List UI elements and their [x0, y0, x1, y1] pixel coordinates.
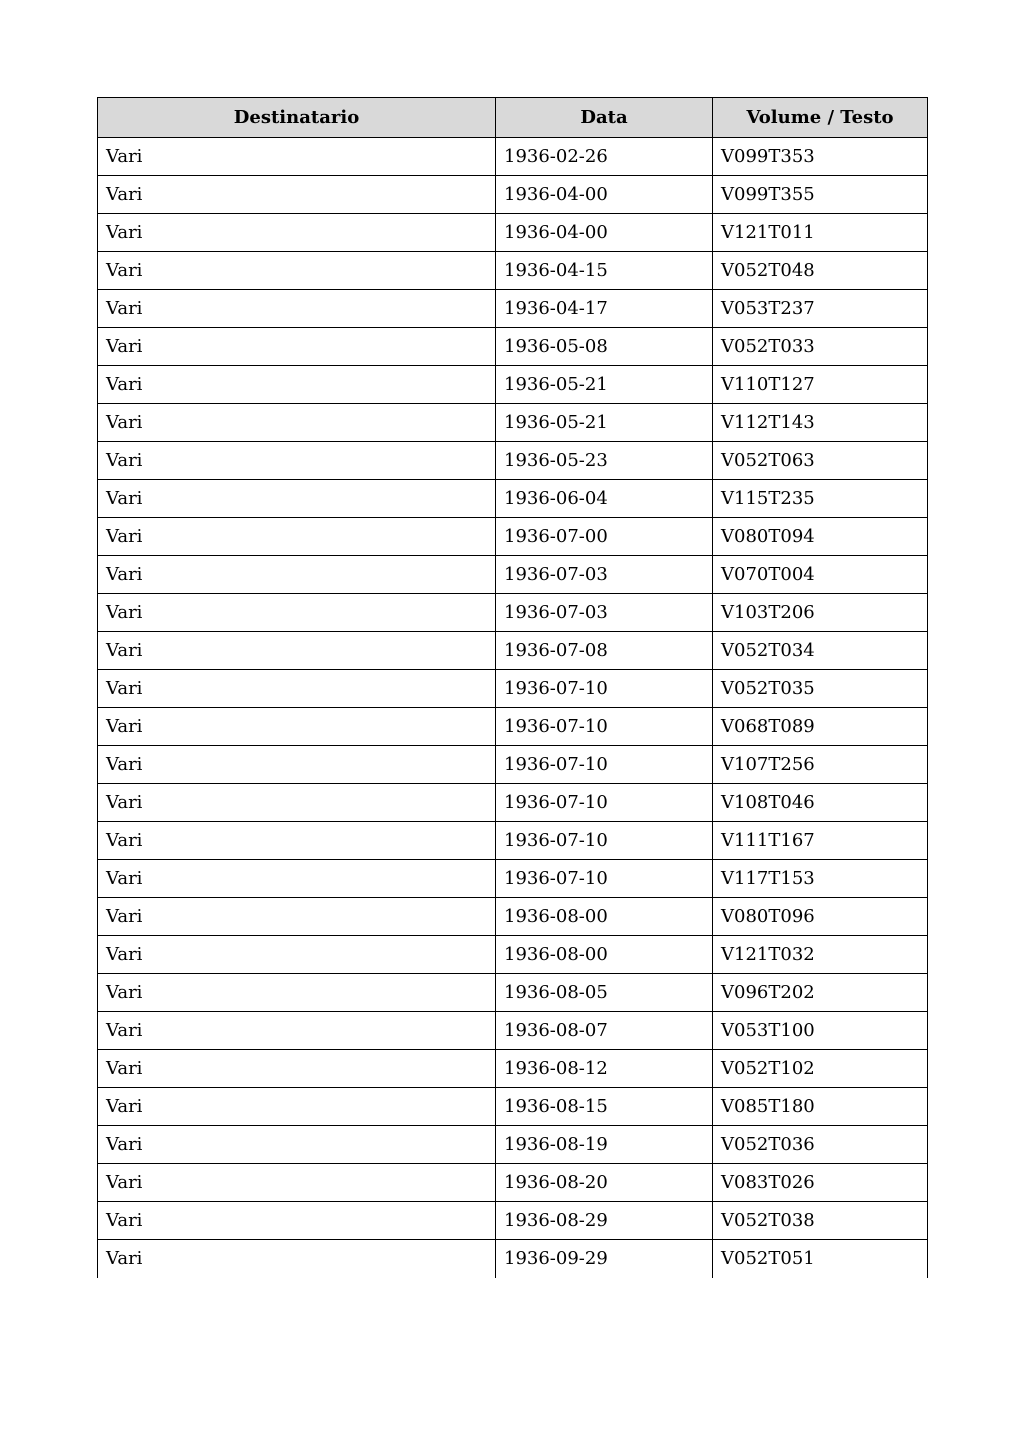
table-row — [98, 746, 928, 784]
cell-data: 1936-07-08 — [496, 632, 713, 670]
table-body — [98, 138, 928, 1278]
table-row — [98, 1050, 928, 1088]
cell-volume-testo: V085T180 — [713, 1088, 928, 1126]
table-row — [98, 1240, 928, 1278]
cell-destinatario: Vari — [98, 936, 496, 974]
table-row — [98, 822, 928, 860]
cell-data: 1936-02-26 — [496, 138, 713, 176]
cell-volume-testo: V112T143 — [713, 404, 928, 442]
cell-volume-testo: V083T026 — [713, 1164, 928, 1202]
cell-destinatario: Vari — [98, 1240, 496, 1278]
cell-data: 1936-07-10 — [496, 670, 713, 708]
cell-volume-testo: V103T206 — [713, 594, 928, 632]
cell-destinatario: Vari — [98, 784, 496, 822]
cell-volume-testo: V108T046 — [713, 784, 928, 822]
cell-data: 1936-07-10 — [496, 708, 713, 746]
cell-destinatario: Vari — [98, 746, 496, 784]
cell-destinatario: Vari — [98, 252, 496, 290]
cell-destinatario: Vari — [98, 328, 496, 366]
cell-destinatario: Vari — [98, 214, 496, 252]
cell-volume-testo: V052T036 — [713, 1126, 928, 1164]
cell-volume-testo: V052T034 — [713, 632, 928, 670]
cell-data: 1936-07-10 — [496, 822, 713, 860]
table-row — [98, 404, 928, 442]
cell-destinatario: Vari — [98, 708, 496, 746]
cell-destinatario: Vari — [98, 1164, 496, 1202]
cell-volume-testo: V099T355 — [713, 176, 928, 214]
cell-volume-testo: V052T051 — [713, 1240, 928, 1278]
table-row — [98, 974, 928, 1012]
cell-destinatario: Vari — [98, 974, 496, 1012]
table-row — [98, 290, 928, 328]
table-row — [98, 936, 928, 974]
cell-volume-testo: V052T035 — [713, 670, 928, 708]
document-page — [97, 97, 927, 1278]
cell-destinatario: Vari — [98, 1012, 496, 1050]
cell-data: 1936-08-07 — [496, 1012, 713, 1050]
table-row — [98, 518, 928, 556]
table-row — [98, 670, 928, 708]
cell-volume-testo: V099T353 — [713, 138, 928, 176]
cell-data: 1936-05-21 — [496, 404, 713, 442]
table-row — [98, 176, 928, 214]
table-row — [98, 708, 928, 746]
cell-volume-testo: V121T032 — [713, 936, 928, 974]
cell-destinatario: Vari — [98, 860, 496, 898]
cell-destinatario: Vari — [98, 290, 496, 328]
cell-volume-testo: V052T038 — [713, 1202, 928, 1240]
table-row — [98, 328, 928, 366]
cell-destinatario: Vari — [98, 480, 496, 518]
cell-data: 1936-07-03 — [496, 594, 713, 632]
cell-destinatario: Vari — [98, 1050, 496, 1088]
cell-destinatario: Vari — [98, 176, 496, 214]
table-row — [98, 1164, 928, 1202]
cell-volume-testo: V068T089 — [713, 708, 928, 746]
cell-data: 1936-04-15 — [496, 252, 713, 290]
table-row — [98, 442, 928, 480]
cell-data: 1936-05-21 — [496, 366, 713, 404]
cell-volume-testo: V080T094 — [713, 518, 928, 556]
table-row — [98, 1126, 928, 1164]
cell-destinatario: Vari — [98, 1202, 496, 1240]
cell-volume-testo: V052T048 — [713, 252, 928, 290]
cell-destinatario: Vari — [98, 670, 496, 708]
cell-data: 1936-05-23 — [496, 442, 713, 480]
header-destinatario: Destinatario — [98, 98, 496, 138]
cell-volume-testo: V053T237 — [713, 290, 928, 328]
table-row — [98, 252, 928, 290]
table-row — [98, 1088, 928, 1126]
cell-destinatario: Vari — [98, 442, 496, 480]
records-table — [97, 97, 928, 1278]
cell-volume-testo: V052T063 — [713, 442, 928, 480]
cell-destinatario: Vari — [98, 1088, 496, 1126]
cell-data: 1936-04-00 — [496, 176, 713, 214]
cell-volume-testo: V111T167 — [713, 822, 928, 860]
cell-destinatario: Vari — [98, 1126, 496, 1164]
table-row — [98, 480, 928, 518]
cell-destinatario: Vari — [98, 898, 496, 936]
cell-destinatario: Vari — [98, 138, 496, 176]
cell-volume-testo: V053T100 — [713, 1012, 928, 1050]
cell-data: 1936-07-10 — [496, 746, 713, 784]
cell-volume-testo: V107T256 — [713, 746, 928, 784]
cell-destinatario: Vari — [98, 556, 496, 594]
cell-volume-testo: V115T235 — [713, 480, 928, 518]
cell-data: 1936-07-10 — [496, 784, 713, 822]
cell-destinatario: Vari — [98, 366, 496, 404]
cell-data: 1936-05-08 — [496, 328, 713, 366]
cell-data: 1936-08-29 — [496, 1202, 713, 1240]
cell-volume-testo: V110T127 — [713, 366, 928, 404]
cell-volume-testo: V080T096 — [713, 898, 928, 936]
table-header-row — [98, 98, 928, 138]
cell-destinatario: Vari — [98, 632, 496, 670]
cell-volume-testo: V096T202 — [713, 974, 928, 1012]
cell-data: 1936-06-04 — [496, 480, 713, 518]
cell-volume-testo: V117T153 — [713, 860, 928, 898]
cell-data: 1936-07-00 — [496, 518, 713, 556]
cell-destinatario: Vari — [98, 822, 496, 860]
table-row — [98, 1012, 928, 1050]
cell-data: 1936-04-17 — [496, 290, 713, 328]
table-row — [98, 860, 928, 898]
table-row — [98, 138, 928, 176]
header-data: Data — [496, 98, 713, 138]
cell-data: 1936-08-19 — [496, 1126, 713, 1164]
cell-volume-testo: V070T004 — [713, 556, 928, 594]
cell-volume-testo: V052T102 — [713, 1050, 928, 1088]
cell-destinatario: Vari — [98, 518, 496, 556]
cell-data: 1936-08-00 — [496, 898, 713, 936]
table-row — [98, 366, 928, 404]
cell-data: 1936-08-00 — [496, 936, 713, 974]
table-row — [98, 1202, 928, 1240]
table-row — [98, 214, 928, 252]
cell-destinatario: Vari — [98, 594, 496, 632]
cell-data: 1936-09-29 — [496, 1240, 713, 1278]
cell-data: 1936-07-10 — [496, 860, 713, 898]
table-row — [98, 898, 928, 936]
table-row — [98, 556, 928, 594]
cell-data: 1936-08-05 — [496, 974, 713, 1012]
cell-destinatario: Vari — [98, 404, 496, 442]
cell-data: 1936-08-12 — [496, 1050, 713, 1088]
header-volume-testo: Volume / Testo — [713, 98, 928, 138]
table-row — [98, 594, 928, 632]
cell-data: 1936-07-03 — [496, 556, 713, 594]
cell-data: 1936-04-00 — [496, 214, 713, 252]
table-row — [98, 632, 928, 670]
cell-data: 1936-08-15 — [496, 1088, 713, 1126]
table-row — [98, 784, 928, 822]
cell-data: 1936-08-20 — [496, 1164, 713, 1202]
cell-volume-testo: V052T033 — [713, 328, 928, 366]
cell-volume-testo: V121T011 — [713, 214, 928, 252]
